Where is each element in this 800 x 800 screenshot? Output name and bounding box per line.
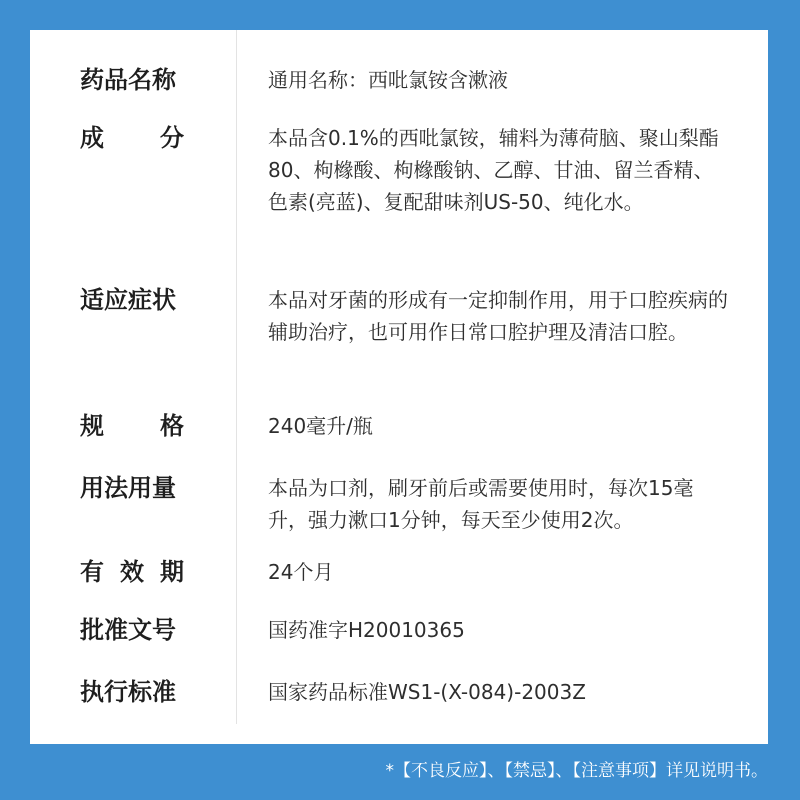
row-label: 药品名称: [80, 66, 176, 94]
row-value: 国药准字H20010365: [268, 618, 465, 642]
row-value: 240毫升/瓶: [268, 414, 373, 438]
row-label: [80, 122, 184, 154]
row-label: 执行标准: [80, 678, 176, 706]
label-char: 效: [120, 558, 144, 586]
label-char: 规: [80, 412, 104, 440]
label-char: 有: [80, 558, 104, 586]
row-label: [80, 410, 184, 442]
row-label: [80, 556, 184, 588]
footnote: *【不良反应】、【禁忌】、【注意事项】详见说明书。: [385, 761, 768, 781]
row-label: 用法用量: [80, 474, 176, 502]
row-label: 适应症状: [80, 286, 176, 314]
row-value: 24个月: [268, 560, 334, 584]
row-value: 通用名称：西吡氯铵含漱液: [268, 68, 508, 92]
row-value: 本品为口剂，刷牙前后或需要使用时，每次15毫升，强力漱口1分钟，每天至少使用2次。: [268, 476, 694, 532]
column-divider: [236, 30, 237, 724]
row-label: 批准文号: [80, 616, 176, 644]
row-value: 本品对牙菌的形成有一定抑制作用，用于口腔疾病的辅助治疗，也可用作日常口腔护理及清洁口腔。: [268, 288, 728, 344]
label-char: 分: [160, 124, 184, 152]
label-char: 期: [160, 558, 184, 586]
row-value: 国家药品标准WS1-(X-084)-2003Z: [268, 680, 586, 704]
drug-info-card: [30, 30, 768, 744]
label-char: 成: [80, 124, 104, 152]
row-value: 本品含0.1%的西吡氯铵，辅料为薄荷脑、聚山梨酯80、枸橼酸、枸橼酸钠、乙醇、甘油、留兰香精、色素(亮蓝)、复配甜味剂US-50、纯化水。: [268, 126, 719, 214]
label-char: 格: [160, 412, 184, 440]
